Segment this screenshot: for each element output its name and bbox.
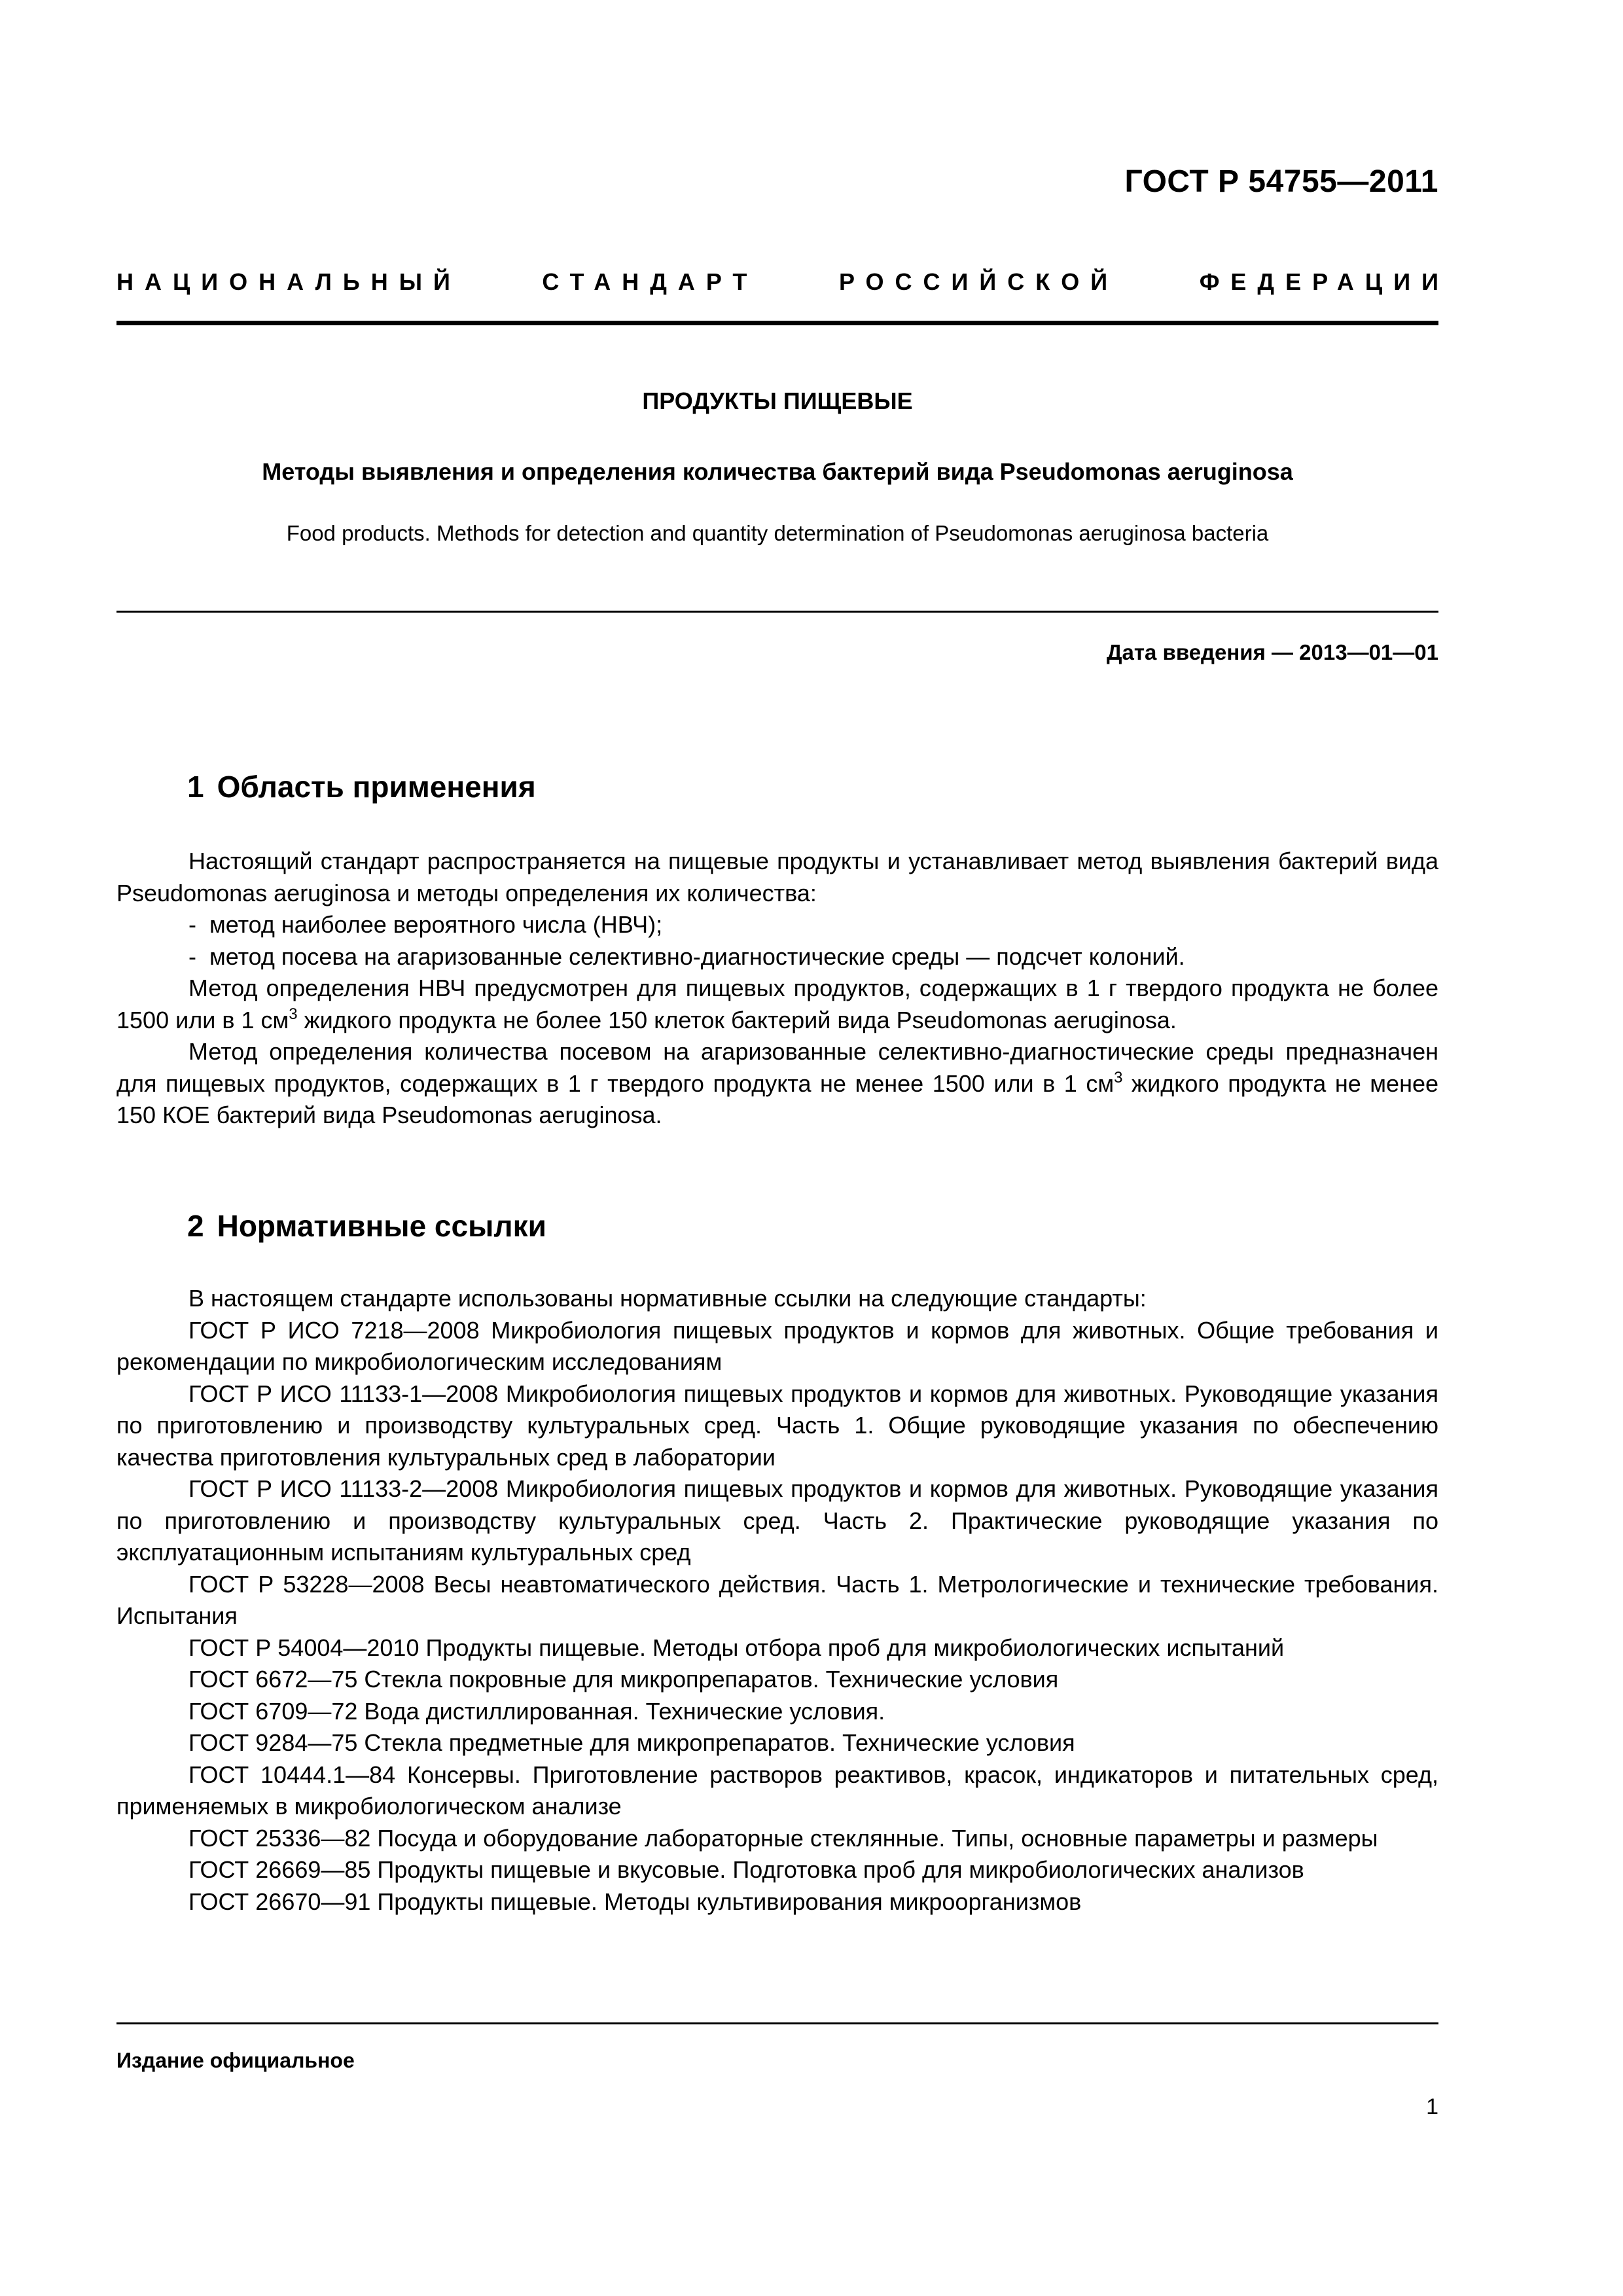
reference-item: ГОСТ Р 54004—2010 Продукты пищевые. Методы отбора проб для микробиологических испытаний	[188, 1634, 1285, 1661]
list-item: - метод наиболее вероятного числа (НВЧ);	[116, 909, 1438, 941]
official-edition-label: Издание официальное	[116, 2049, 355, 2072]
reference-item: ГОСТ Р ИСО 11133-2—2008 Микробиология пищевых продуктов и кормов для животных. Руководящие указания по приготовлению и производству культуральных сред. Часть 2. Практические руководящие указания по эксплуатационным испытаниям культуральных сред	[116, 1475, 1438, 1566]
paragraph-text: жидкого продукта не менее 150 КОЕ бактерий вида Pseudomonas aeruginosa.	[116, 1069, 1438, 1128]
header-word: РОССИЙСКОЙ	[838, 268, 1119, 295]
paragraph	[116, 1036, 1438, 1132]
superscript: 3	[1114, 1068, 1123, 1086]
section-title: Область применения	[217, 770, 536, 804]
introduction-date: Дата введения — 2013—01—01	[1107, 640, 1438, 664]
document-page	[116, 0, 1450, 2296]
reference-item: ГОСТ Р ИСО 7218—2008 Микробиология пищевых продуктов и кормов для животных. Общие требования и рекомендации по микробиологическим исследованиям	[116, 1316, 1438, 1375]
document-title-english: Food products. Methods for detection and quantity determination of Pseudomonas aeruginosa bacteria	[286, 521, 1269, 545]
section-number: 2	[187, 1209, 204, 1243]
footer-divider	[116, 2022, 1438, 2024]
reference-item: ГОСТ 26669—85 Продукты пищевые и вкусовые. Подготовка проб для микробиологических анализов	[188, 1856, 1304, 1883]
section-title: Нормативные ссылки	[217, 1209, 546, 1243]
section-1-heading	[187, 769, 536, 804]
reference-item: ГОСТ 6709—72 Вода дистиллированная. Технические условия.	[188, 1697, 885, 1725]
document-number: ГОСТ Р 54755—2011	[1124, 164, 1438, 199]
reference-item: ГОСТ Р ИСО 11133-1—2008 Микробиология пищевых продуктов и кормов для животных. Руководящие указания по приготовлению и производству культуральных сред. Часть 1. Общие руководящие указания по обеспечению качества приготовления культуральных сред в лаборатории	[116, 1380, 1438, 1471]
reference-item: ГОСТ 6672—75 Стекла покровные для микропрепаратов. Технические условия	[188, 1666, 1059, 1693]
header-word: НАЦИОНАЛЬНЫЙ	[116, 268, 461, 295]
superscript: 3	[289, 1005, 298, 1023]
reference-item: ГОСТ 26670—91 Продукты пищевые. Методы культивирования микроорганизмов	[188, 1888, 1082, 1915]
section-2-body	[116, 1283, 1438, 1918]
paragraph: Настоящий стандарт распространяется на пищевые продукты и устанавливает метод выявления бактерий вида Pseudomonas aeruginosa и методы определения их количества:	[116, 848, 1438, 906]
header-word: ФЕДЕРАЦИИ	[1199, 268, 1450, 295]
paragraph	[116, 973, 1438, 1036]
document-subtitle: Методы выявления и определения количества бактерий вида Pseudomonas aeruginosa	[262, 458, 1293, 485]
reference-item: ГОСТ Р 53228—2008 Весы неавтоматического действия. Часть 1. Метрологические и технические требования. Испытания	[116, 1570, 1438, 1629]
page-number: 1	[1426, 2094, 1438, 2119]
header-word: СТАНДАРТ	[542, 268, 758, 295]
document-title: ПРОДУКТЫ ПИЩЕВЫЕ	[642, 387, 913, 414]
paragraph-text: жидкого продукта не более 150 клеток бактерий вида Pseudomonas aeruginosa.	[297, 1006, 1177, 1033]
list-item: - метод посева на агаризованные селективно-диагностические среды — подсчет колоний.	[116, 941, 1438, 973]
paragraph-text: Метод определения НВЧ предусмотрен для пищевых продуктов, содержащих в 1 г твердого продукта не более 1500 или в 1 см	[116, 975, 1438, 1033]
section-1-body	[116, 846, 1438, 1132]
reference-item: ГОСТ 9284—75 Стекла предметные для микропрепаратов. Технические условия	[188, 1729, 1075, 1756]
section-2-heading	[187, 1208, 546, 1244]
reference-item: ГОСТ 25336—82 Посуда и оборудование лабораторные стеклянные. Типы, основные параметры и размеры	[188, 1824, 1378, 1852]
header-divider	[116, 321, 1438, 325]
reference-item: ГОСТ 10444.1—84 Консервы. Приготовление растворов реактивов, красок, индикаторов и питательных сред, применяемых в микробиологическом анализе	[116, 1761, 1438, 1820]
paragraph-text: Метод определения количества посевом на агаризованные селективно-диагностические среды предназначен для пищевых продуктов, содержащих в 1 г твердого продукта не менее 1500 или в 1 см	[116, 1038, 1438, 1097]
title-divider	[116, 611, 1438, 613]
paragraph: В настоящем стандарте использованы нормативные ссылки на следующие стандарты:	[188, 1285, 1147, 1312]
national-standard-header	[116, 268, 1450, 296]
section-number: 1	[187, 770, 204, 804]
